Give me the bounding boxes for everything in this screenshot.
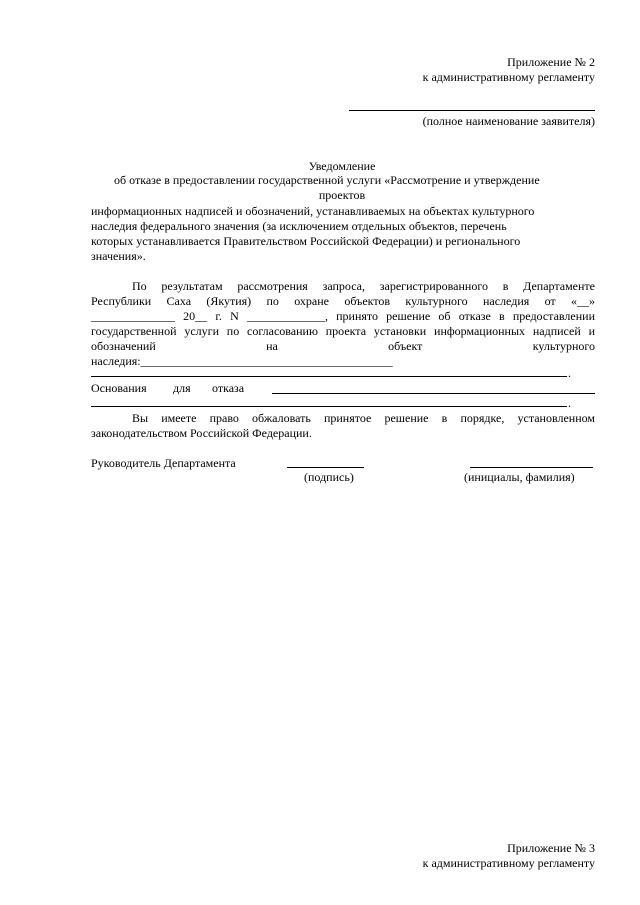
grounds-label-word: для: [173, 381, 191, 395]
body-line: Республики Саха (Якутия) по охране объектов культурного наследия от «__»: [91, 294, 595, 308]
fill-line: [91, 376, 567, 377]
appendix-title: Приложение № 3: [507, 841, 595, 855]
signature-line: [287, 467, 364, 468]
body-line: государственной услуги по согласованию проекта установки информационных надписей и: [91, 324, 595, 338]
notice-line: проектов: [318, 188, 366, 202]
name-line: [470, 467, 593, 468]
signature-caption: (подпись): [304, 470, 354, 484]
notice-line: значения».: [91, 249, 146, 263]
body-line: наследия:__________________________________________: [91, 354, 393, 368]
notice-line: об отказе в предоставлении государственной услуги «Рассмотрение и утверждение: [114, 173, 540, 187]
appeal-line: законодательством Российской Федерации.: [91, 426, 312, 440]
notice-line: наследия федерального значения (за исключением отдельных объектов, перечень: [91, 219, 507, 233]
grounds-line: [272, 393, 595, 394]
grounds-line-2: [91, 406, 567, 407]
fill-line-period: .: [568, 366, 571, 380]
applicant-caption: (полное наименование заявителя): [422, 114, 595, 128]
notice-heading: Уведомление: [308, 159, 376, 173]
appendix-subtitle: к административному регламенту: [422, 856, 595, 870]
body-line: По результатам рассмотрения запроса, зарегистрированного в Департаменте: [132, 279, 595, 293]
name-caption: (инициалы, фамилия): [464, 470, 575, 484]
grounds-label-word: Основания: [91, 381, 147, 395]
notice-line: которых устанавливается Правительством Российской Федерации) и регионального: [91, 234, 521, 248]
appeal-line: Вы имеете право обжаловать принятое решение в порядке, установленном: [132, 411, 595, 425]
body-line: обозначений на объект культурного: [91, 339, 595, 353]
grounds-line-period: .: [568, 396, 571, 410]
notice-line: информационных надписей и обозначений, устанавливаемых на объектах культурного: [91, 204, 535, 218]
body-line: ______________ 20__ г. N _____________, принято решение об отказе в предоставлении: [91, 309, 595, 323]
grounds-label-word: отказа: [212, 381, 245, 395]
appendix-subtitle: к административному регламенту: [422, 70, 595, 84]
signature-position: Руководитель Департамента: [91, 456, 236, 470]
applicant-name-line: [349, 110, 595, 111]
appendix-title: Приложение № 2: [507, 55, 595, 69]
